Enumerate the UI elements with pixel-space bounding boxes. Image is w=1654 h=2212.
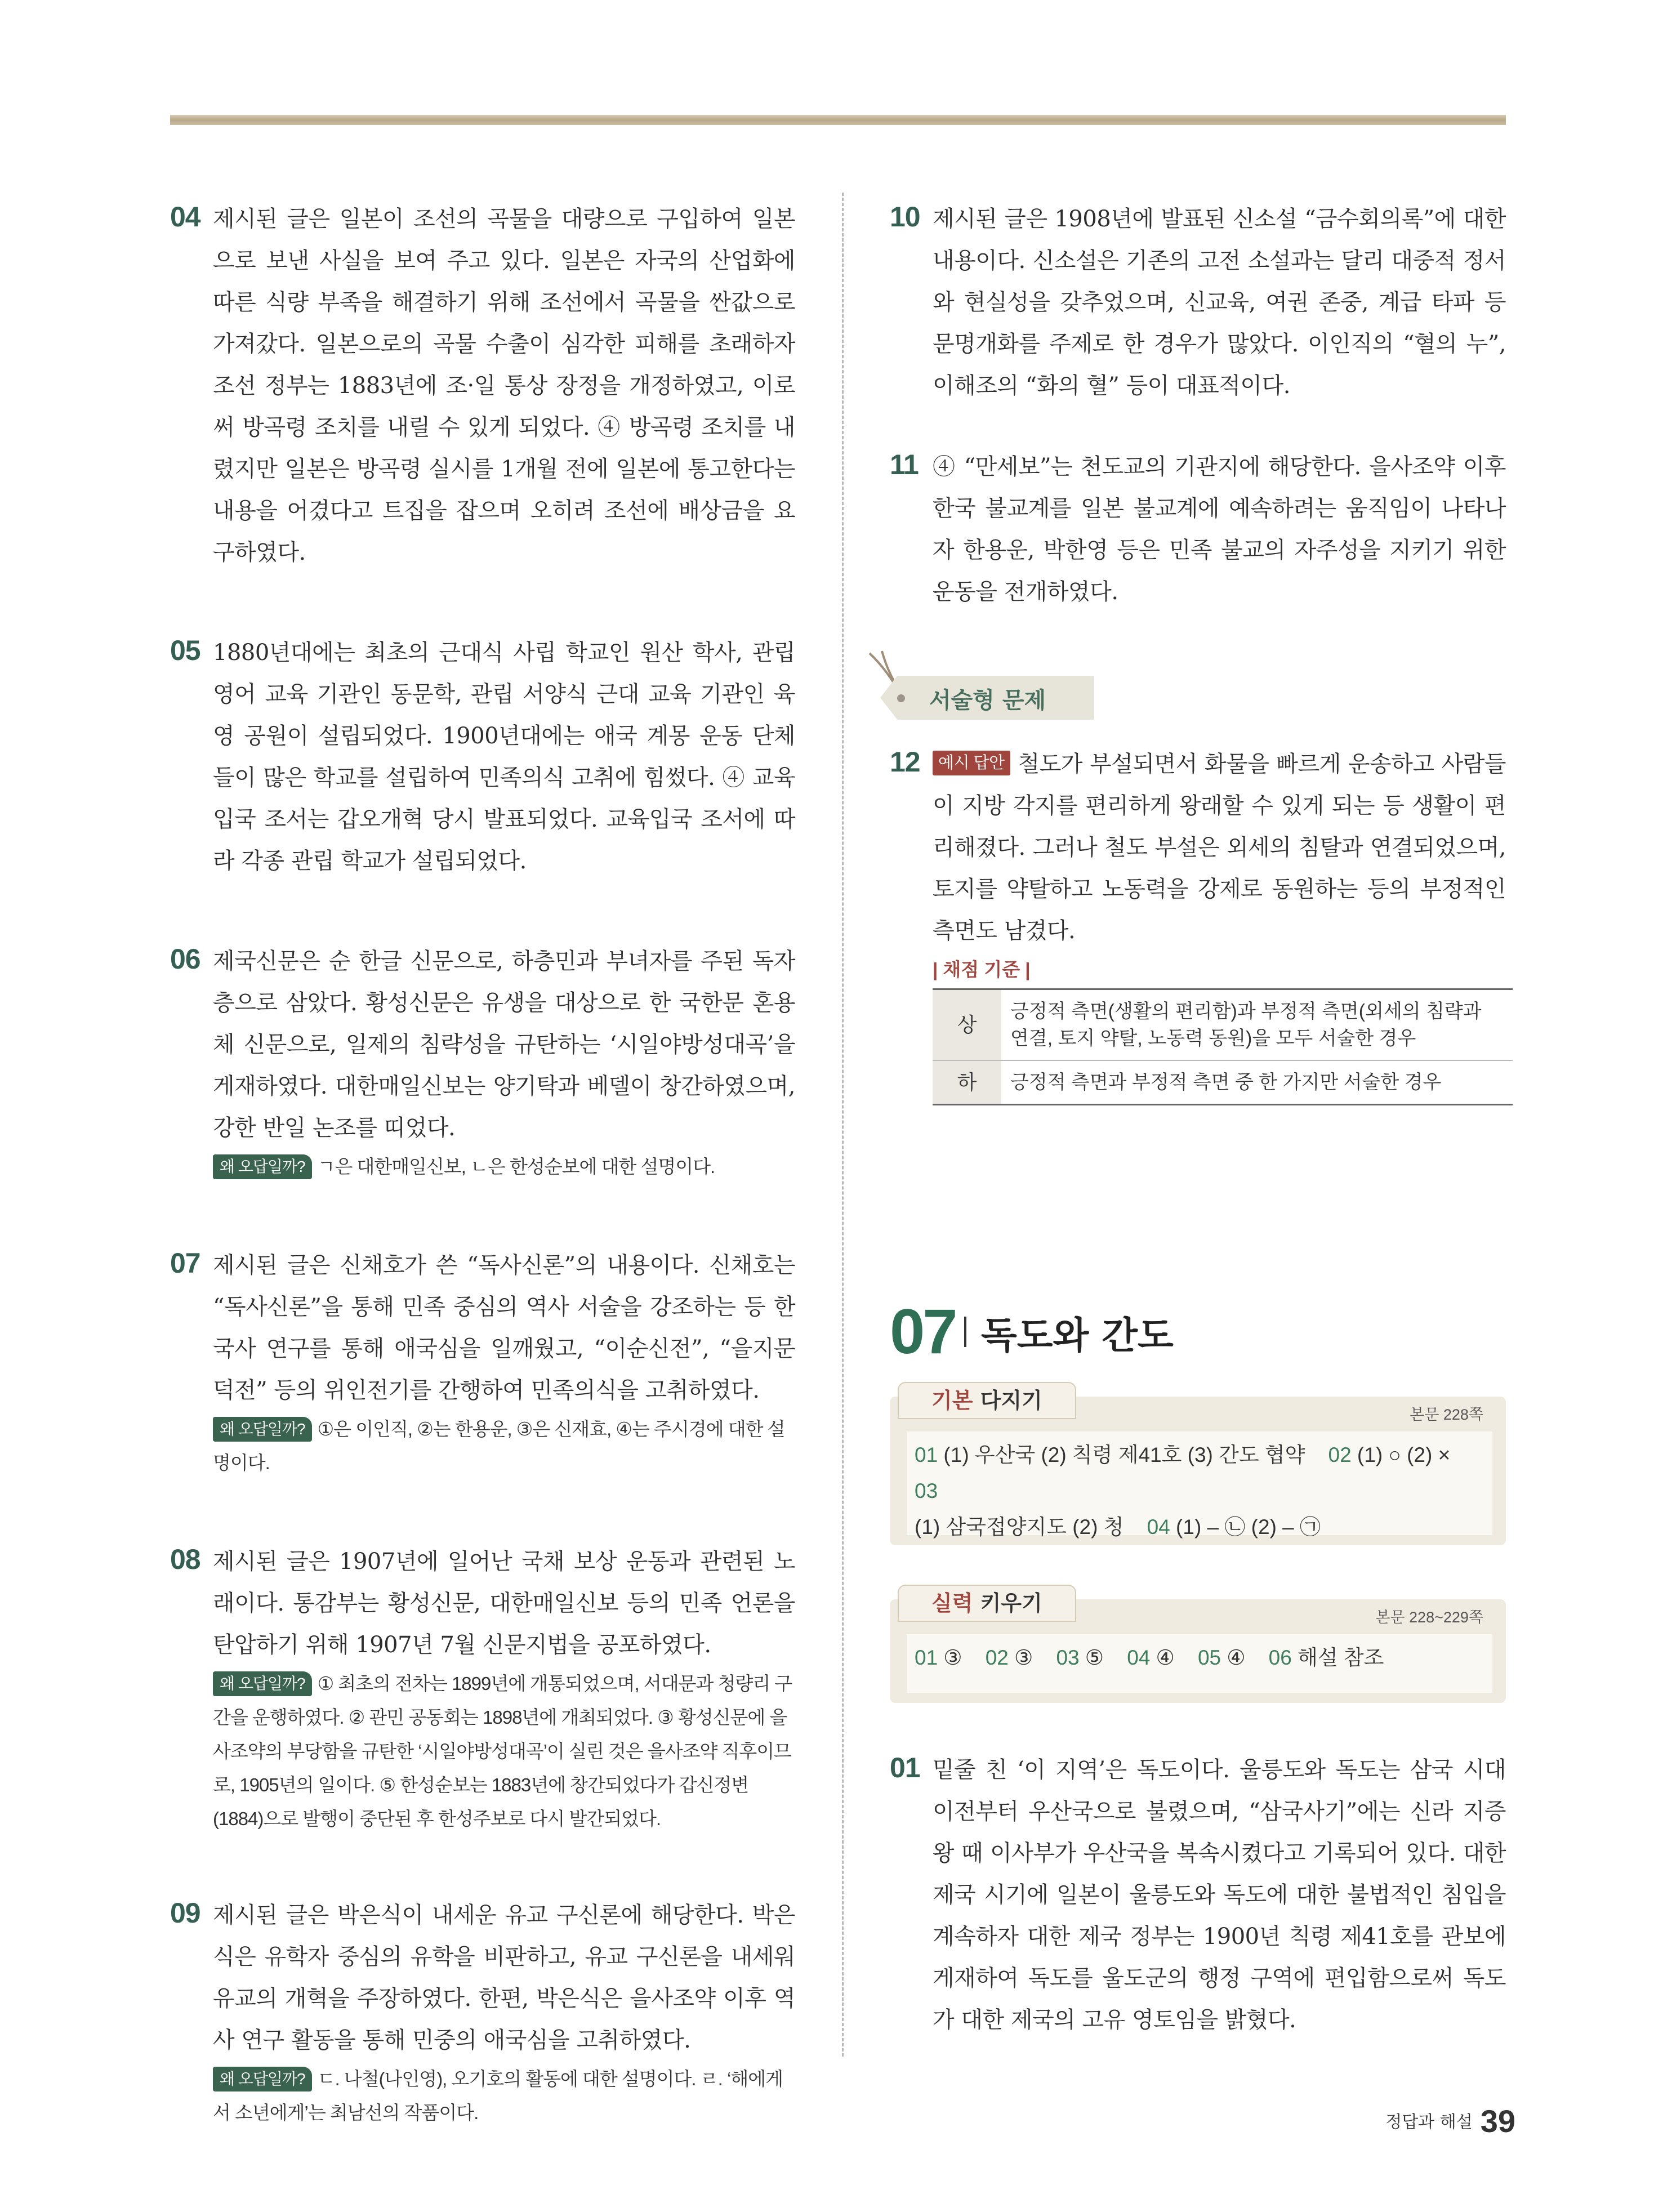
why-wrong-text: ①은 이인직, ②는 한용운, ③은 신재효, ④는 주시경에 대한 설명이다. [213, 1419, 785, 1473]
answer-key: 03 [915, 1479, 938, 1502]
answer-item-12 [890, 743, 1506, 1105]
why-wrong-badge: 왜 오답일까? [213, 1154, 312, 1179]
item-explanation: 제국신문은 순 한글 신문으로, 하층민과 부녀자를 주된 독자층으로 삼았다. 황성신문은 유생을 대상으로 한 국한문 혼용체 신문으로, 일제의 침략성을 규탄하는 ‘시일야방성대곡’을 게재하였다. 대한매일신보는 양기탁과 베델이 창간하였으며, 강한 반일 논조를 띠었다. [213, 948, 795, 1141]
answer-key: 04 [1147, 1515, 1170, 1538]
item-number: 04 [170, 201, 200, 233]
table-row [933, 1060, 1513, 1105]
item-number: 12 [890, 746, 920, 778]
answer-value: (1) 우산국 (2) 칙령 제41호 (3) 간도 협약 [938, 1443, 1305, 1466]
grading-criteria-title: | 채점 기준 | [933, 959, 1031, 980]
item-explanation: 제시된 글은 신채호가 쓴 “독사신론”의 내용이다. 신채호는 “독사신론”을 통해 민족 중심의 역사 서술을 강조하는 등 한국사 연구를 통해 애국심을 일깨웠고, “이순신전”, “을지문덕전” 등의 위인전기를 간행하여 민족의식을 고취하였다. [213, 1252, 795, 1403]
answer-value: (1) – ㉡ (2) – ㉠ [1170, 1515, 1321, 1538]
why-wrong-badge: 왜 오답일까? [213, 2067, 312, 2091]
grade-description: 긍정적 측면과 부정적 측면 중 한 가지만 서술한 경우 [1001, 1060, 1513, 1105]
item-number: 01 [890, 1752, 920, 1783]
essay-answer [890, 743, 1506, 1105]
grade-level: 상 [933, 989, 1001, 1061]
item-explanation: ④ “만세보”는 천도교의 기관지에 해당한다. 을사조약 이후 한국 불교계를 일본 불교계에 예속하려는 움직임이 나타나자 한용운, 박한영 등은 민족 불교의 자주성을 지키기 위한 운동을 전개하였다. [933, 454, 1506, 605]
basic-practice-box [890, 1388, 1506, 1545]
answer-value: (1) 삼국접양지도 (2) 청 [915, 1515, 1124, 1538]
example-answer-text: 철도가 부설되면서 화물을 빠르게 운송하고 사람들이 지방 각지를 편리하게 왕래할 수 있게 되는 등 생활이 편리해졌다. 그러나 철도 부설은 외세의 침탈과 연결되었으며, 토지를 약탈하고 노동력을 강제로 동원하는 등의 부정적인 측면도 남겼다. [933, 751, 1506, 944]
page-reference: 본문 228쪽 [1410, 1406, 1483, 1423]
table-row [933, 989, 1513, 1061]
page-reference: 본문 228~229쪽 [1375, 1609, 1483, 1626]
grading-table [933, 988, 1513, 1105]
section-title: 독도와 간도 [981, 1314, 1174, 1357]
answer-value: ⑤ [1079, 1646, 1104, 1669]
why-wrong-text: ㄱ은 대한매일신보, ㄴ은 한성순보에 대한 설명이다. [317, 1156, 715, 1177]
item-explanation: 1880년대에는 최초의 근대식 사립 학교인 원산 학사, 관립 영어 교육 기관인 동문학, 관립 서양식 근대 교육 기관인 육영 공원이 설립되었다. 1900년대에는 애국 계몽 운동 단체들이 많은 학교를 설립하여 민족의식 고취에 힘썼다. ④ 교육입국 조서는 갑오개혁 당시 발표되었다. 교육입국 조서에 따라 각종 관립 학교가 설립되었다. [213, 640, 795, 874]
right-column-top [890, 198, 1506, 667]
top-decorative-bar [170, 115, 1506, 125]
answer-key: 03 [1056, 1646, 1080, 1669]
skill-practice-box [890, 1591, 1506, 1703]
wrong-answer-note [213, 2062, 795, 2130]
item-explanation: 밑줄 친 ‘이 지역’은 독도이다. 울릉도와 독도는 삼국 시대 이전부터 우산국으로 불렸으며, “삼국사기”에는 신라 지증왕 때 이사부가 우산국을 복속시켰다고 기록되어 있다. 대한 제국 시기에 일본이 울릉도와 독도에 대한 불법적인 침입을 계속하자 대한 제국 정부는 1900년 칙령 제41호를 관보에 게재하여 독도를 울도군의 행정 구역에 편입함으로써 독도가 대한 제국의 고유 영토임을 밝혔다. [933, 1757, 1506, 2033]
answer-item-11 [890, 446, 1506, 613]
example-answer-badge: 예시 답안 [933, 751, 1010, 775]
grade-description: 긍정적 측면(생활의 편리함)과 부정적 측면(외세의 침략과 연결, 토지 약탈, 노동력 동원)을 모두 서술한 경우 [1010, 1001, 1482, 1049]
wrong-answer-note [213, 1667, 795, 1836]
why-wrong-text: ① 최초의 전차는 1899년에 개통되었으며, 서대문과 청량리 구간을 운행하였다. ② 관민 공동회는 1898년에 개최되었다. ③ 황성신문에 을사조약의 부당함을 규탄한 ‘시일야방성대곡’이 실린 것은 을사조약 직후이므로, 1905년의 일이다. ⑤ 한성순보는 1883년에 창간되었다가 갑신정변(1884)으로 발행이 중단된 후 한성주보로 다시 발간되었다. [213, 1673, 792, 1829]
skill-answers [907, 1634, 1492, 1693]
answer-item-09 [170, 1894, 795, 2130]
answer-value: ③ [938, 1646, 962, 1669]
tag-hole-icon [897, 694, 905, 702]
item-number: 05 [170, 635, 200, 666]
answer-value: 해설 참조 [1291, 1646, 1384, 1669]
answer-key: 05 [1197, 1646, 1221, 1669]
grade-level: 하 [933, 1060, 1001, 1105]
answer-item-08 [170, 1541, 795, 1836]
page-number: 39 [1480, 2103, 1515, 2139]
answer-item-01 [890, 1749, 1506, 2041]
why-wrong-badge: 왜 오답일까? [213, 1417, 312, 1442]
basic-answers [907, 1431, 1492, 1538]
why-wrong-badge: 왜 오답일까? [213, 1671, 312, 1696]
answer-value: (1) ○ (2) × [1351, 1443, 1451, 1466]
wrong-answer-note [213, 1150, 795, 1184]
answer-line [915, 1509, 1484, 1545]
left-column [170, 198, 795, 2184]
wrong-answer-note [213, 1412, 795, 1480]
column-divider [842, 193, 844, 2057]
answer-item-06 [170, 940, 795, 1184]
section-number: 07 [890, 1296, 956, 1367]
section-divider [964, 1317, 966, 1347]
item-explanation [933, 743, 1506, 952]
answer-key: 02 [1328, 1443, 1352, 1466]
skill-practice-tab: 실력 키우기 [898, 1585, 1076, 1622]
item-explanation: 제시된 글은 박은식이 내세운 유교 구신론에 해당한다. 박은식은 유학자 중심의 유학을 비판하고, 유교 구신론을 내세워 유교의 개혁을 주장하였다. 한편, 박은식은 을사조약 이후 역사 연구 활동을 통해 민중의 애국심을 고취하였다. [213, 1902, 795, 2053]
item-number: 08 [170, 1544, 200, 1575]
answer-key: 01 [915, 1443, 938, 1466]
item-number: 06 [170, 943, 200, 975]
answer-key: 06 [1268, 1646, 1292, 1669]
answer-line [915, 1437, 1484, 1509]
answer-item-04 [170, 198, 795, 573]
answer-value: ④ [1150, 1646, 1175, 1669]
item-number: 07 [170, 1247, 200, 1279]
answer-value: ④ [1221, 1646, 1246, 1669]
answer-key: 02 [985, 1646, 1009, 1669]
item-explanation: 제시된 글은 1907년에 일어난 국채 보상 운동과 관련된 노래이다. 통감부는 황성신문, 대한매일신보 등의 민족 언론을 탄압하기 위해 1907년 7월 신문지법을 공포하였다. [213, 1549, 795, 1658]
answer-item-10 [890, 198, 1506, 407]
answer-key: 01 [915, 1646, 938, 1669]
answer-item-07 [170, 1245, 795, 1480]
basic-practice-tab: 기본 다지기 [898, 1382, 1076, 1419]
essay-tag-label: 서술형 문제 [929, 688, 1046, 713]
why-wrong-text: ㄷ. 나철(나인영), 오기호의 활동에 대한 설명이다. ㄹ. ‘해에게서 소년에게’는 최남선의 작품이다. [213, 2068, 783, 2123]
item-number: 11 [890, 449, 919, 480]
answer-value: ③ [1008, 1646, 1033, 1669]
footer-label: 정답과 해설 [1385, 2112, 1473, 2132]
item-explanation: 제시된 글은 일본이 조선의 곡물을 대량으로 구입하여 일본으로 보낸 사실을 보여 주고 있다. 일본은 자국의 산업화에 따른 식량 부족을 해결하기 위해 조선에서 곡물을 싼값으로 가져갔다. 일본으로의 곡물 수출이 심각한 피해를 초래하자 조선 정부는 1883년에 조·일 통상 장정을 개정하였고, 이로써 방곡령 조치를 내릴 수 있게 되었다. ④ 방곡령 조치를 내렸지만 일본은 방곡령 실시를 1개월 전에 일본에 통고한다는 내용을 어겼다고 트집을 잡으며 오히려 조선에 배상금을 요구하였다. [213, 206, 795, 565]
item-number: 10 [890, 201, 920, 233]
right-column-bottom [890, 1749, 1506, 2041]
answer-item-05 [170, 632, 795, 882]
item-explanation: 제시된 글은 1908년에 발표된 신소설 “금수회의록”에 대한 내용이다. 신소설은 기존의 고전 소설과는 달리 대중적 정서와 현실성을 갖추었으며, 신교육, 여권 존중, 계급 타파 등 문명개화를 주제로 한 경우가 많았다. 이인직의 “혈의 누”, 이해조의 “화의 혈” 등이 대표적이다. [933, 206, 1506, 399]
answer-key: 04 [1127, 1646, 1151, 1669]
item-number: 09 [170, 1897, 200, 1929]
page-footer [1385, 2103, 1515, 2139]
